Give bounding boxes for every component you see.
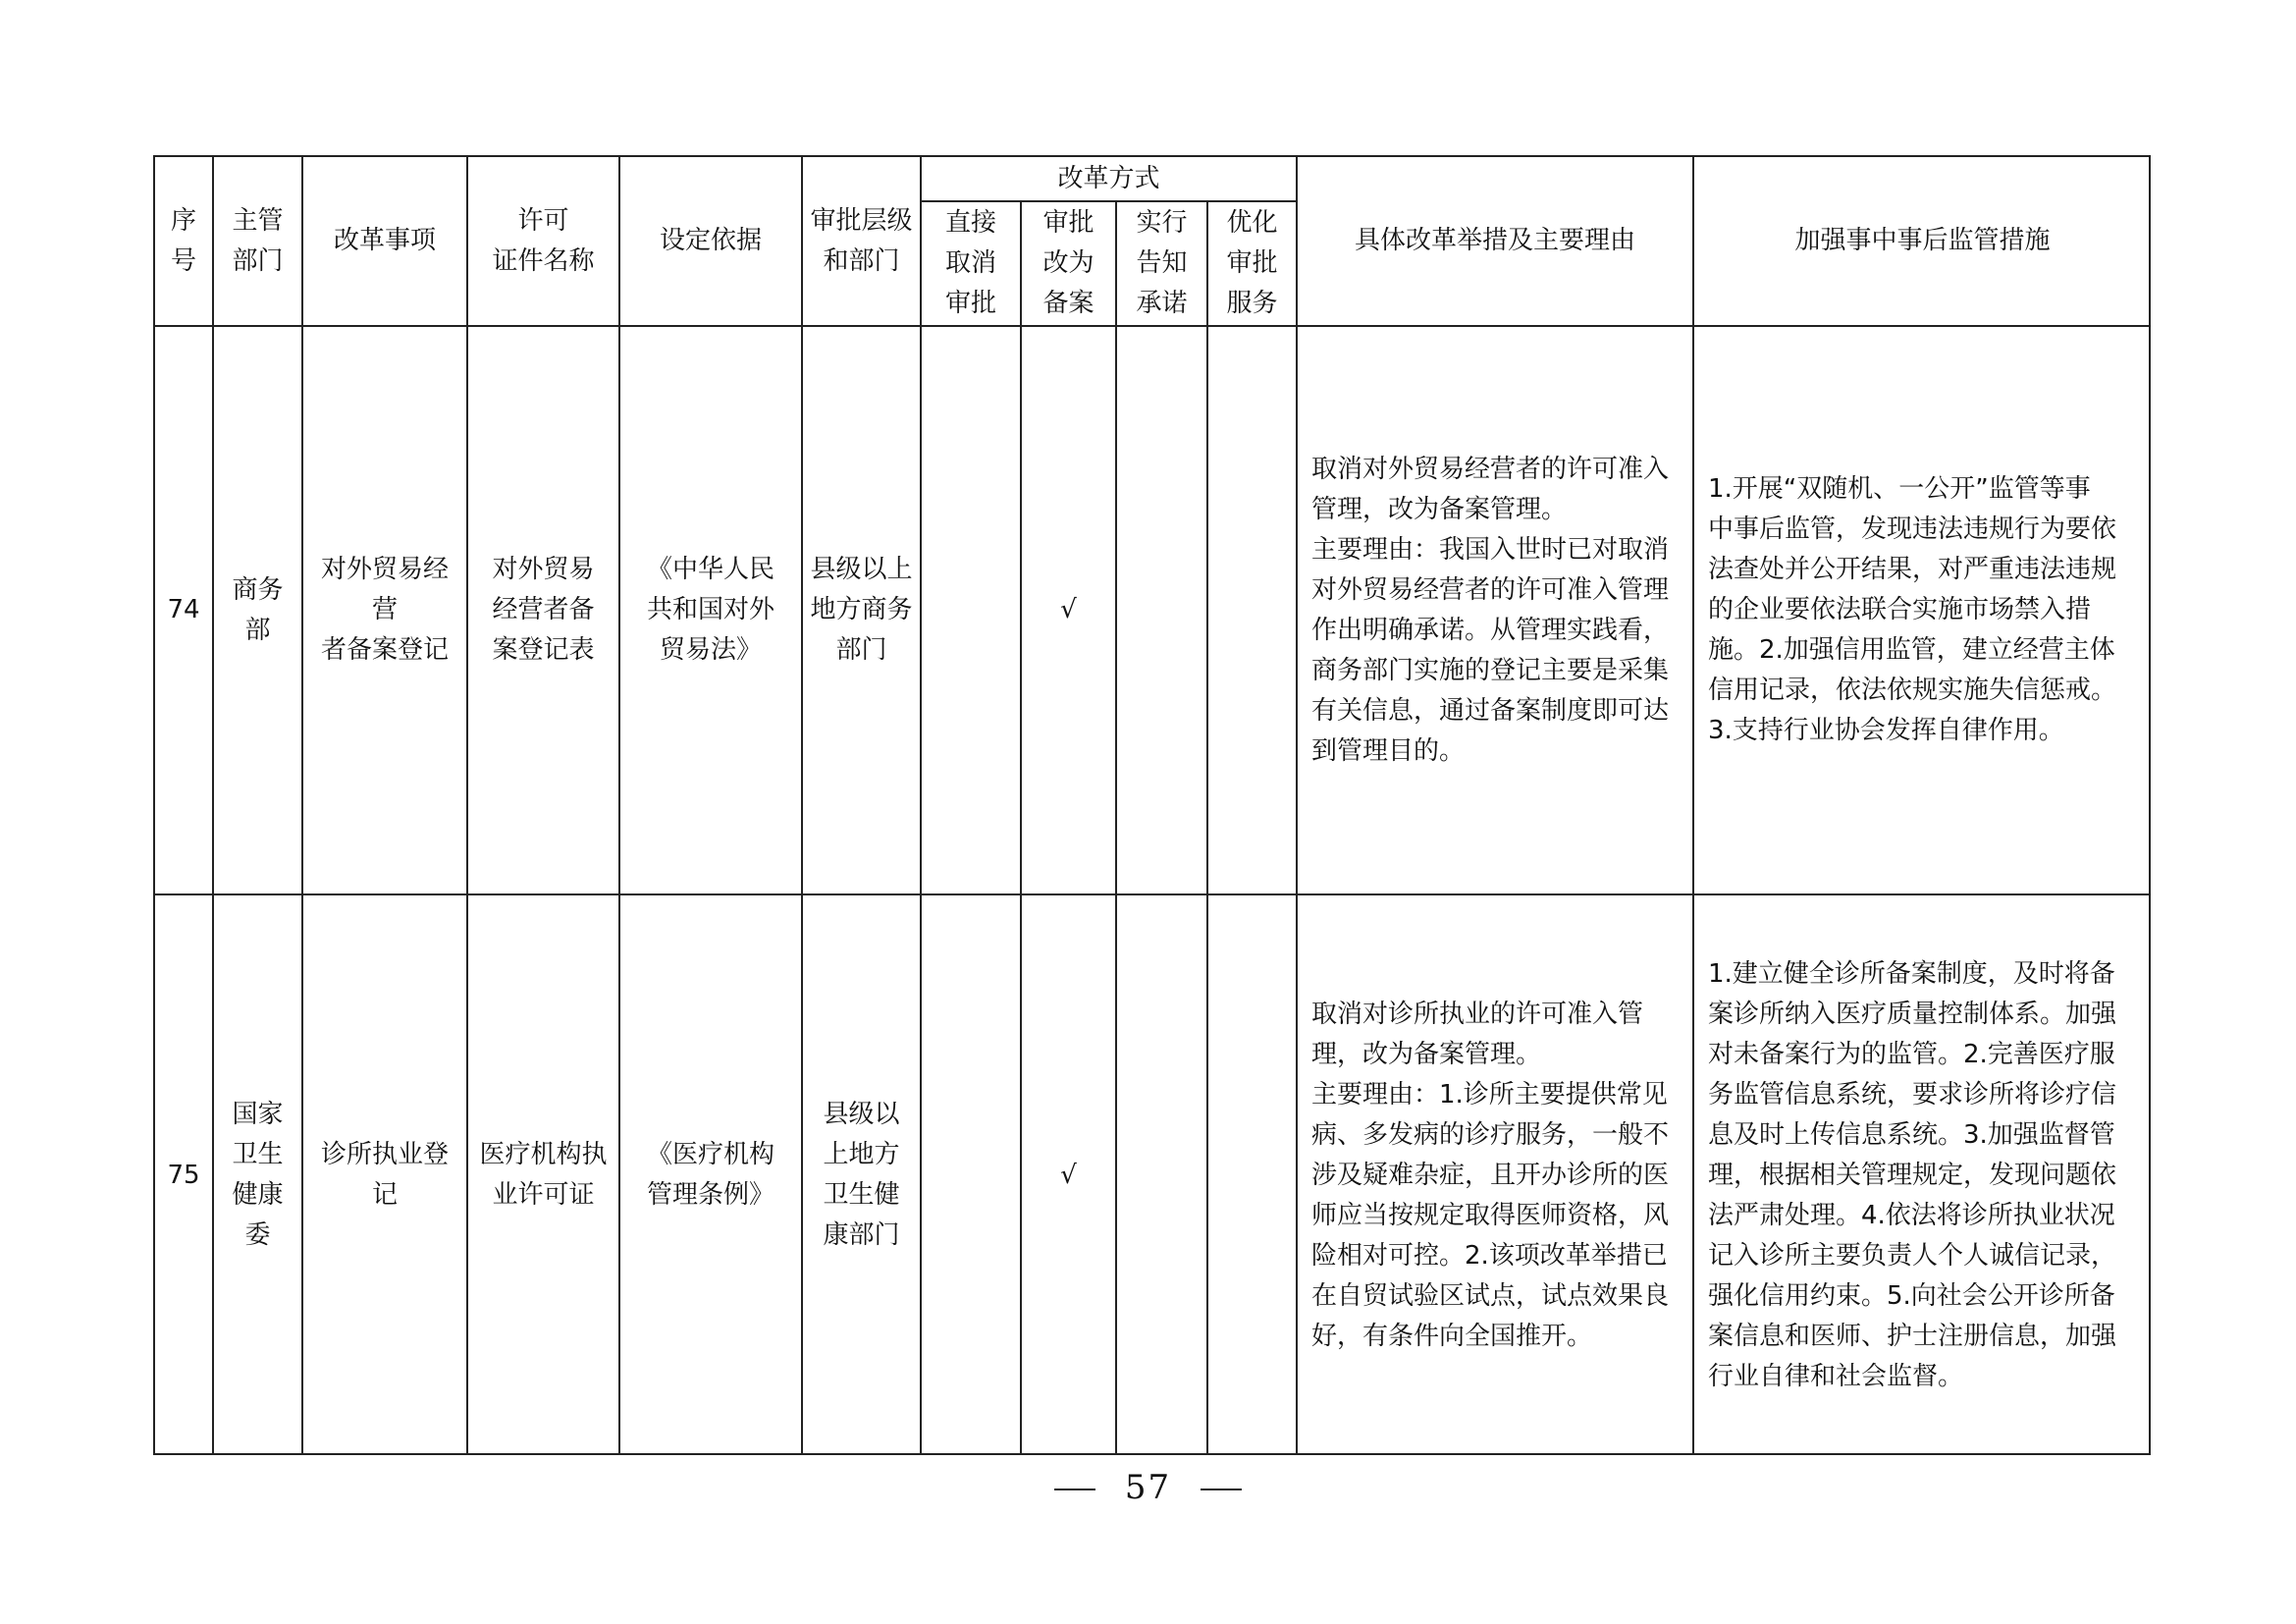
table-row-supervision: 1.开展“双随机、一公开”监管等事 中事后监管，发现违法违规行为要依 法查处并公开结果，对严重违法违规 的企业要依法联合实施市场禁入措 施。2.加强信用监管，建立经营主体 信用记录，依法依规实施失信惩戒。 3.支持行业协会发挥自律作用。 — [1692, 325, 2151, 893]
table-row-mode-cancel — [920, 893, 1020, 1455]
table-row-level: 县级以上 地方商务 部门 — [801, 325, 920, 893]
header-mode-notify: 实行 告知 承诺 — [1115, 200, 1206, 325]
table-row-seq: 74 — [153, 325, 212, 893]
header-item: 改革事项 — [301, 155, 466, 325]
header-measures: 具体改革举措及主要理由 — [1296, 155, 1692, 325]
header-basis: 设定依据 — [618, 155, 801, 325]
table-row-mode-optimize — [1206, 325, 1296, 893]
header-mode-group: 改革方式 — [920, 155, 1296, 200]
table-row-seq: 75 — [153, 893, 212, 1455]
check-mark: √ — [1060, 595, 1077, 624]
table-row-mode-notify — [1115, 893, 1206, 1455]
page-footer — [0, 1468, 2296, 1507]
table-row-cert: 对外贸易 经营者备 案登记表 — [466, 325, 618, 893]
table-row-basis: 《医疗机构 管理条例》 — [618, 893, 801, 1455]
footer-dash-left — [1054, 1489, 1095, 1490]
table-row-level: 县级以 上地方 卫生健 康部门 — [801, 893, 920, 1455]
table-row-dept: 国家 卫生 健康委 — [212, 893, 301, 1455]
header-seq: 序 号 — [153, 155, 212, 325]
header-mode-filing: 审批 改为 备案 — [1020, 200, 1115, 325]
header-mode-cancel: 直接 取消 审批 — [920, 200, 1020, 325]
table-row-item: 诊所执业登记 — [301, 893, 466, 1455]
table-row-item: 对外贸易经营 者备案登记 — [301, 325, 466, 893]
header-level: 审批层级 和部门 — [801, 155, 920, 325]
page-number: 57 — [1124, 1468, 1172, 1507]
header-cert: 许可 证件名称 — [466, 155, 618, 325]
footer-dash-right — [1201, 1489, 1242, 1490]
table-row-mode-filing — [1020, 893, 1115, 1455]
table-row-supervision: 1.建立健全诊所备案制度，及时将备 案诊所纳入医疗质量控制体系。加强 对未备案行为的监管。2.完善医疗服 务监管信息系统，要求诊所将诊疗信 息及时上传信息系统。3.加强监督管 理，根据相关管理规定，发现问题依 法严肃处理。4.依法将诊所执业状况 记入诊所主要负责人个人诚信记录， 强化信用约束。5.向社会公开诊所备 案信息和医师、护士注册信息，加强 行业自律和社会监督。 — [1692, 893, 2151, 1455]
table-row-mode-optimize — [1206, 893, 1296, 1455]
header-mode-optimize: 优化 审批 服务 — [1206, 200, 1296, 325]
table-row-dept: 商务部 — [212, 325, 301, 893]
table-row-basis: 《中华人民 共和国对外 贸易法》 — [618, 325, 801, 893]
check-mark: √ — [1060, 1160, 1077, 1190]
header-supervision: 加强事中事后监管措施 — [1692, 155, 2151, 325]
table-row-mode-filing — [1020, 325, 1115, 893]
header-dept: 主管 部门 — [212, 155, 301, 325]
table-row-mode-notify — [1115, 325, 1206, 893]
table-row-measures: 取消对诊所执业的许可准入管 理，改为备案管理。 主要理由：1.诊所主要提供常见 病、多发病的诊疗服务，一般不 涉及疑难杂症，且开办诊所的医 师应当按规定取得医师资格，风 险相对可控。2.该项改革举措已 在自贸试验区试点，试点效果良 好，有条件向全国推开。 — [1296, 893, 1692, 1455]
table-row-mode-cancel — [920, 325, 1020, 893]
table-row-cert: 医疗机构执 业许可证 — [466, 893, 618, 1455]
table-row-measures: 取消对外贸易经营者的许可准入 管理，改为备案管理。 主要理由：我国入世时已对取消 对外贸易经营者的许可准入管理 作出明确承诺。从管理实践看， 商务部门实施的登记主要是采集 有关信息，通过备案制度即可达 到管理目的。 — [1296, 325, 1692, 893]
